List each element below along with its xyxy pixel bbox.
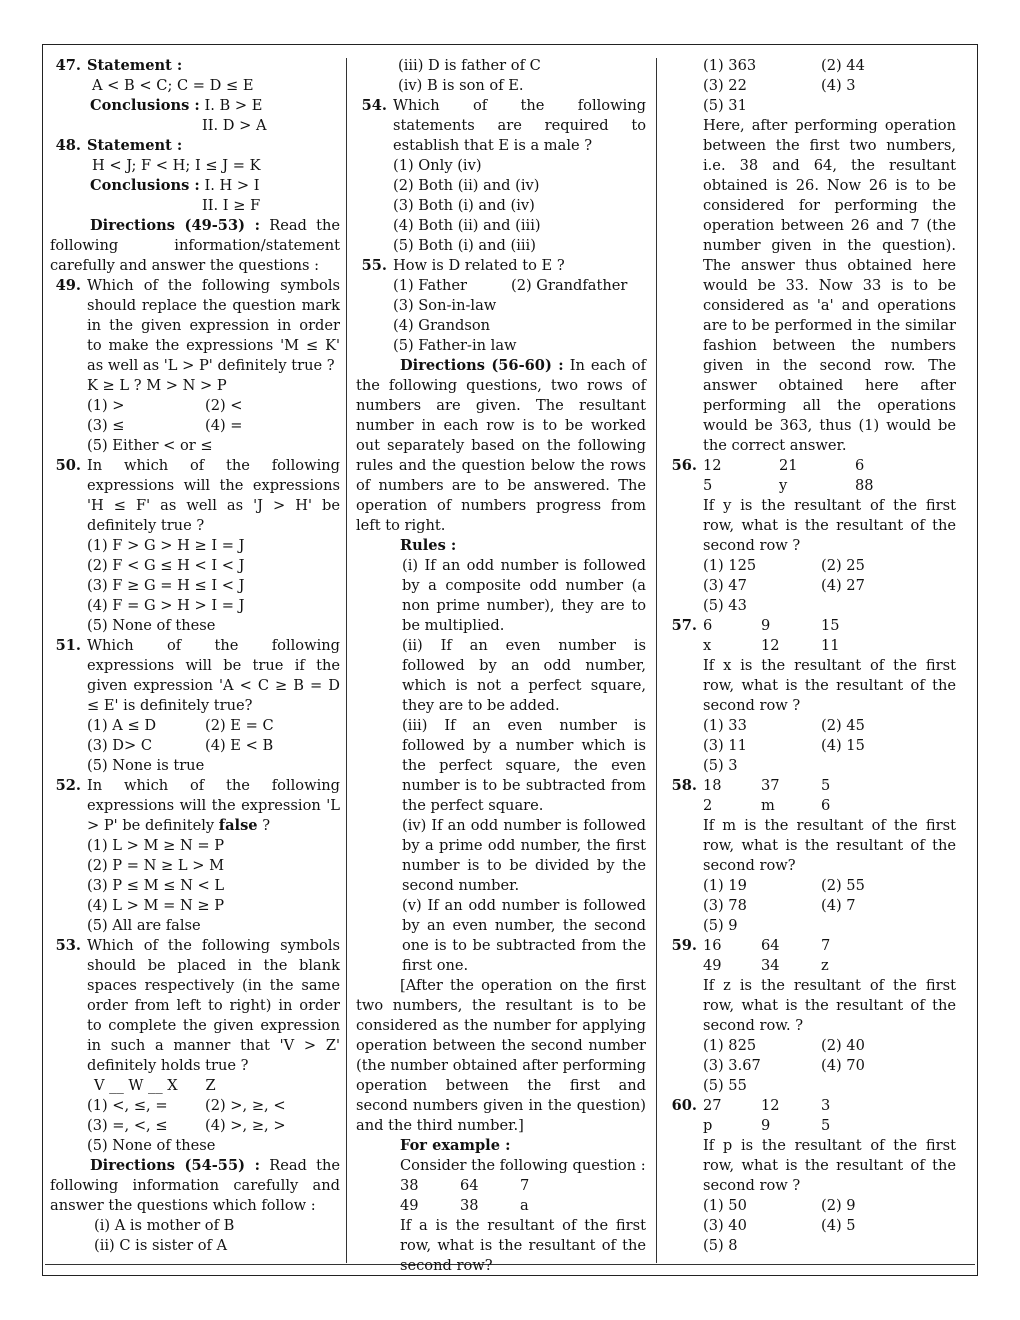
- question-50: 50. In which of the following expressions will the expressions 'H ≤ F' as well as 'J > H' be definitely true ?: [55, 457, 340, 534]
- column-2: (iii) D is father of C (iv) B is son of E. 54. Which of the following statements are required to establish that E is a male ? (1) Only (iv) (2) Both (ii) and (iv) (3) Both (i) and (iv) (4) Both (ii) and (iii) (5) Both (i) and (iii) 55. How is D related to E ? (1) Father (2) Grandfather (3) Son-in-law (4) Grandson (5) Father-in law Directions (56-60) : In each of the following questions, two rows of numbers are given. The resultant number in each row is to be worked out separately based on the following rules and the question below the rows of numbers are to be answered. The operation of numbers progress from left to right. Rules : (i) If an odd number is followed by a composite odd number (a non prime number), they are to be multiplied. (ii) If an even number is followed by an odd number, which is not a perfect square, they are to be added. (iii) If an even number is followed by a number which is the perfect square, the even number is to be subtracted from the perfect square. (iv) If an odd number is followed by a prime odd number, the first number is to be divided by the second number. (v) If an odd number is followed by an even number, the second one is to be subtracted from the first one. [After the operation on the first two numbers, the resultant is to be considered as the number for applying operation between the second number (the number obtained after performing operation between the first and second numbers given in the question) and the third number.] For example : Consider the following question : 38 64 7 49 38 a If a is the resultant of the first row, what is the resultant of the second row?: [356, 57, 646, 1274]
- example-heading: For example :: [400, 1137, 511, 1154]
- column-divider-right: [656, 58, 657, 1263]
- question-48: 48. Statement :: [55, 137, 183, 154]
- question-58: 58. 18 37 5 2 m 6: [671, 777, 831, 814]
- question-49: 49. Which of the following symbols should replace the question mark in the given expression in order to make the expressions 'M ≤ K' as well as 'L > P' definitely true ?: [55, 277, 340, 374]
- question-53: 53. Which of the following symbols should be placed in the blank spaces respectively (in the same order from left to right) in order to complete the given expression in such a manner that 'V > Z' definitely holds true ?: [55, 937, 340, 1074]
- directions-49-53: Directions (49-53) : Read the following information/statement carefully and answer the questions :: [50, 217, 340, 274]
- example-explanation: Here, after performing operation between the first two numbers, i.e. 38 and 64, the resultant obtained is 26. Now 26 is to be considered for performing the operation between 26 and 7 (the number given in the question). The answer thus obtained here would be 33. Now 33 is to be considered as 'a' and operations are to be performed in the similar fashion between the numbers given in the second row. The answer obtained here after performing all the operations would be 363, thus (1) would be the correct answer.: [703, 117, 956, 454]
- question-56: 56. 12 21 6 5 y 88: [671, 457, 874, 494]
- directions-56-60: Directions (56-60) : In each of the following questions, two rows of numbers are given. The resultant number in each row is to be worked out separately based on the following rules and the question below the rows of numbers are to be answered. The operation of numbers progress from left to right.: [356, 357, 646, 534]
- rules-list: (i) If an odd number is followed by a composite odd number (a non prime number), they are to be multiplied. (ii) If an even number is followed by an odd number, which is not a perfect square, they are to be added. (iii) If an even number is followed by a number which is the perfect square, the even number is to be subtracted from the perfect square. (iv) If an odd number is followed by a prime odd number, the first number is to be divided by the second number. (v) If an odd number is followed by an even number, the second one is to be subtracted from the first one.: [402, 557, 646, 974]
- operation-note: [After the operation on the first two numbers, the resultant is to be considered as the number for applying operation between the second number (the number obtained after performing operation between the first and second numbers given in the question) and the third number.]: [356, 977, 646, 1134]
- column-divider-left: [346, 58, 347, 1263]
- example-row-1: 38 64 7: [400, 1177, 530, 1194]
- example-row-2: 49 38 a: [400, 1197, 529, 1214]
- rules-heading: Rules :: [400, 537, 457, 554]
- question-54: 54. Which of the following statements are required to establish that E is a male ?: [361, 97, 646, 154]
- column-1: 47. Statement : A < B < C; C = D ≤ E Conclusions : I. B > E II. D > A 48. Statement : H < J; F < H; I ≤ J = K Conclusions : I. H > I II. I ≥ F Directions (49-53) : Read the following information/statement carefully and answer the questions : 49. Which of the following symbols should replace the question mark in the given expression in order to make the expressions 'M ≤ K' as well as 'L > P' definitely true ? K ≥ L ? M > N > P (1) > (2) < (3) ≤ (4) = (5) Either < or ≤ 50. In which of the following expressions will the expressions 'H ≤ F' as well as 'J > H' be definitely true ? (1) F > G > H ≥ I = J (2) F < G ≤ H < I < J (3) F ≥ G = H ≤ I < J (4) F = G > H > I = J (5) None of these 51. Which of the following expressions will be true if the given expression 'A < C ≥ B = D ≤ E' is definitely true? (1) A ≤ D (2) E = C (3) D> C (4) E < B (5) None is true 52. In which of the following expressions will the expression 'L > P' be definitely false ? (1) L > M ≥ N = P (2) P = N ≥ L > M (3) P ≤ M ≤ N < L (4) L > M = N ≥ P (5) All are false 53. Which of the following symbols should be placed in the blank spaces respectively (in the same order from left to right) in order to complete the given expression in such a manner that 'V > Z' definitely holds true ? V __ W __ X Z (1) <, ≤, = (2) >, ≥, < (3) =, <, ≤ (4) >, ≥, > (5) None of these Directions (54-55) : Read the following information carefully and answer the questions which follow : (i) A is mother of B (ii) C is sister of A: [50, 57, 340, 1254]
- question-59: 59. 16 64 7 49 34 z: [671, 937, 831, 974]
- question-47: 47. Statement :: [55, 57, 183, 74]
- question-51: 51. Which of the following expressions will be true if the given expression 'A < C ≥ B = D ≤ E' is definitely true?: [55, 637, 340, 714]
- question-57: 57. 6 9 15 x 12 11: [671, 617, 840, 654]
- directions-54-55: Directions (54-55) : Read the following information carefully and answer the questions which follow :: [50, 1157, 340, 1214]
- question-60: 60. 27 12 3 p 9 5: [671, 1097, 831, 1134]
- question-52: 52. In which of the following expressions will the expression 'L > P' be definitely false ?: [55, 777, 340, 834]
- question-55: 55. How is D related to E ?: [361, 257, 565, 274]
- column-3: (1) 363 (2) 44 (3) 22 (4) 3 (5) 31 Here, after performing operation between the first two numbers, i.e. 38 and 64, the resultant obtained is 26. Now 26 is to be considered for performing the operation between 26 and 7 (the number given in the question). The answer thus obtained here would be 33. Now 33 is to be considered as 'a' and operations are to be performed in the similar fashion between the numbers given in the second row. The answer obtained here after performing all the operations would be 363, thus (1) would be the correct answer. 56. 12 21 6 5 y 88 If y is the resultant of the first row, what is the resultant of the second row ? (1) 125 (2) 25 (3) 47 (4) 27 (5) 43 57. 6 9 15 x 12 11 If x is the resultant of the first row, what is the resultant of the second row ? (1) 33 (2) 45 (3) 11 (4) 15 (5) 3 58. 18 37 5 2 m 6 If m is the resultant of the first row, what is the resultant of the second row? (1) 19 (2) 55 (3) 78 (4) 7 (5) 9 59. 16 64 7 49 34 z If z is the resultant of the first row, what is the resultant of the second row. ? (1) 825 (2) 40 (3) 3.67 (4) 70 (5) 55 60. 27 12 3 p 9 5 If p is the resultant of the first row, what is the resultant of the second row ? (1) 50 (2) 9 (3) 40 (4) 5 (5) 8: [666, 56, 956, 1256]
